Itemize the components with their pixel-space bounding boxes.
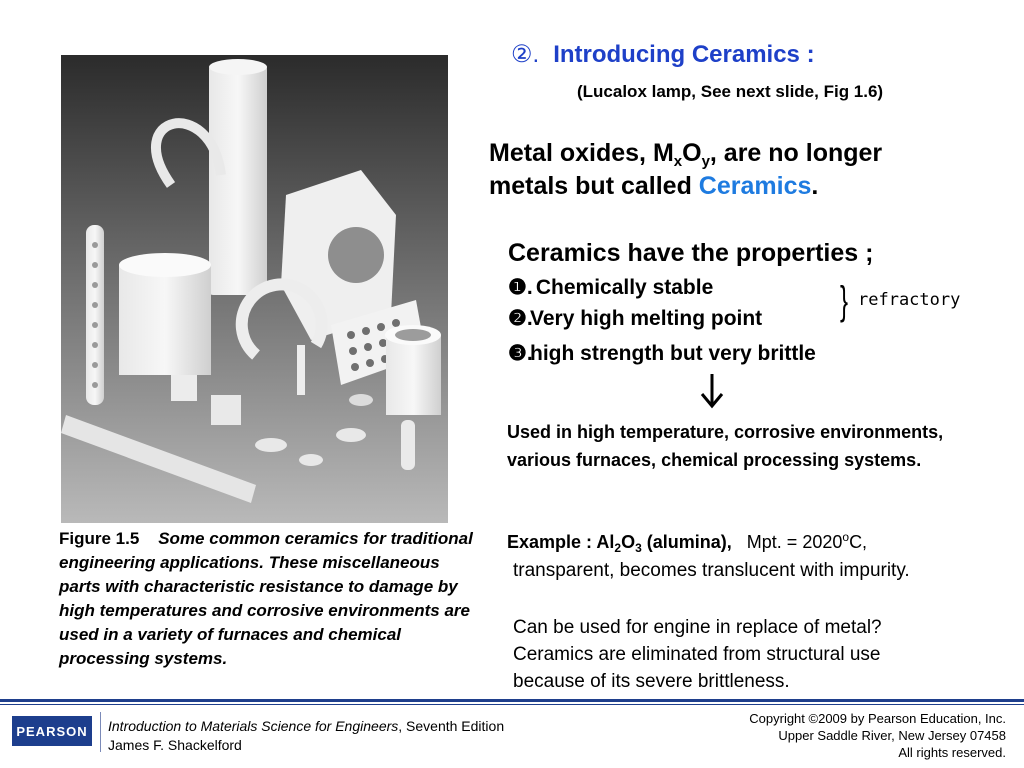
ceramics-photo bbox=[61, 55, 448, 523]
intro-sub-x: x bbox=[673, 153, 683, 170]
pearson-logo: PEARSON bbox=[12, 716, 92, 746]
book-edition: , Seventh Edition bbox=[398, 718, 505, 734]
ceramics-photo-illustration bbox=[61, 55, 448, 523]
question-line-2: Ceramics are eliminated from structural use bbox=[513, 644, 881, 665]
properties-title: Ceramics have the properties ; bbox=[508, 239, 874, 267]
copyright-line-2: Upper Saddle River, New Jersey 07458 bbox=[778, 728, 1006, 743]
figure-caption-text: Some common ceramics for traditional engineering applications. These miscellaneous parts with characteristic resistance to damage by high temperatures and corrosive environments are used in a variety of furnaces and chemical processing systems. bbox=[59, 529, 473, 668]
property-bullet-2: ❷. bbox=[508, 307, 533, 330]
figure-label: Figure 1.5 bbox=[59, 529, 140, 548]
example-label: Example : Al bbox=[507, 532, 615, 552]
property-item bbox=[508, 275, 713, 300]
slide-heading bbox=[511, 40, 815, 69]
property-item bbox=[508, 306, 762, 331]
intro-part3: , are no longer bbox=[709, 139, 883, 167]
example-o: O bbox=[621, 532, 636, 552]
footer-rule bbox=[0, 699, 1024, 702]
question-line-1: Can be used for engine in replace of metal? bbox=[513, 617, 882, 638]
intro-text bbox=[489, 137, 1009, 203]
figure-caption bbox=[59, 527, 484, 671]
heading-number: ②. bbox=[511, 41, 540, 68]
uses-text: Used in high temperature, corrosive environments, various furnaces, chemical processing systems. bbox=[507, 422, 944, 470]
property-text-2: Very high melting point bbox=[530, 307, 763, 330]
example-sub-3: 3 bbox=[635, 541, 642, 555]
property-text-3: high strength but very brittle bbox=[530, 342, 816, 365]
example-sub-2: 2 bbox=[614, 541, 622, 555]
example-name: (alumina), bbox=[641, 532, 732, 552]
heading-title: Introducing Ceramics : bbox=[553, 41, 815, 68]
example-line bbox=[507, 532, 867, 553]
down-arrow-icon bbox=[698, 372, 726, 415]
intro-sub-y: y bbox=[701, 153, 710, 170]
melting-point-unit: C, bbox=[849, 532, 868, 552]
ceramics-word: Ceramics bbox=[698, 172, 812, 200]
footer-divider bbox=[100, 712, 101, 752]
slide-subheading: (Lucalox lamp, See next slide, Fig 1.6) bbox=[577, 82, 884, 101]
property-item bbox=[508, 341, 816, 366]
property-text-1: Chemically stable bbox=[535, 276, 714, 299]
book-title-italic: Introduction to Materials Science for Engineers bbox=[108, 718, 399, 734]
right-brace: } bbox=[840, 279, 849, 323]
property-bullet-1: ❶. bbox=[508, 276, 533, 299]
book-title bbox=[108, 718, 504, 734]
intro-period: . bbox=[811, 172, 819, 200]
intro-part1: Metal oxides, M bbox=[489, 139, 674, 167]
example-line-2: transparent, becomes translucent with impurity. bbox=[513, 560, 910, 581]
intro-part2: O bbox=[682, 139, 702, 167]
book-author: James F. Shackelford bbox=[108, 737, 242, 753]
intro-line2: metals but called bbox=[489, 172, 699, 200]
property-bullet-3: ❸. bbox=[508, 342, 533, 365]
melting-point: Mpt. = 2020 bbox=[746, 532, 843, 552]
question-text bbox=[513, 614, 993, 695]
footer-rule-thin bbox=[0, 704, 1024, 705]
copyright-line-3: All rights reserved. bbox=[898, 745, 1006, 760]
refractory-note: refractory bbox=[858, 290, 961, 310]
question-line-3: because of its severe brittleness. bbox=[513, 671, 790, 692]
copyright-line-1: Copyright ©2009 by Pearson Education, Inc. bbox=[749, 711, 1006, 726]
degree-sup: o bbox=[842, 530, 850, 544]
